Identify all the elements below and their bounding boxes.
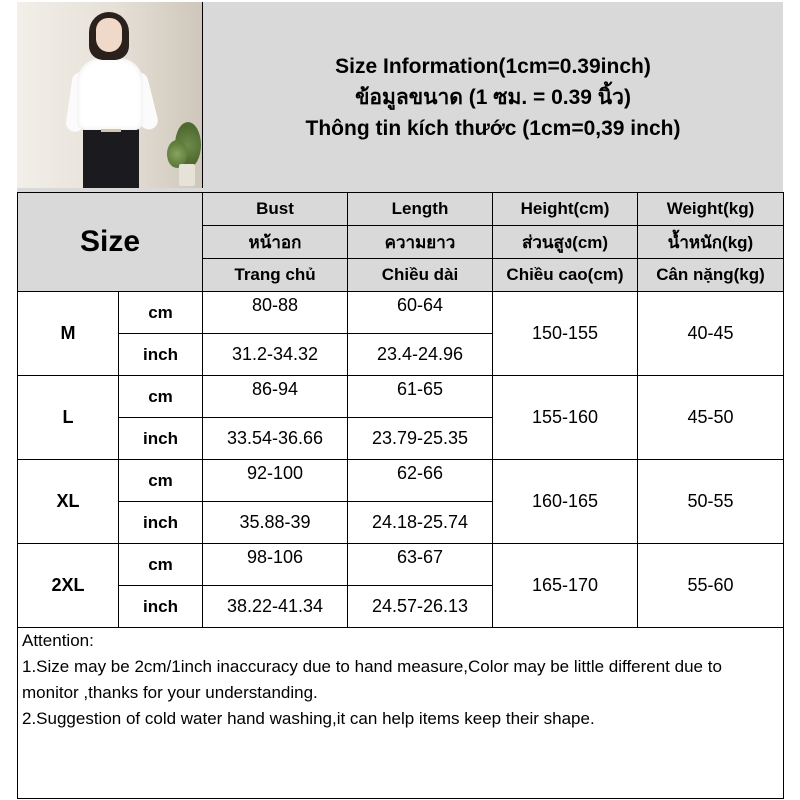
size-cell: 2XL xyxy=(18,544,119,628)
unit-inch-cell: inch xyxy=(119,502,203,544)
header-bust-vi: Trang chủ xyxy=(203,259,348,292)
table-row xyxy=(18,460,784,502)
length-inch-cell: 24.18-25.74 xyxy=(348,502,493,544)
bust-cm-cell: 98-106 xyxy=(203,544,348,586)
header-length-th: ความยาว xyxy=(348,226,493,259)
unit-cm-cell: cm xyxy=(119,376,203,418)
table-row xyxy=(18,292,784,334)
photo-model-belt xyxy=(101,129,121,132)
unit-cm-cell: cm xyxy=(119,544,203,586)
size-info-header xyxy=(203,2,783,192)
bust-cm-cell: 86-94 xyxy=(203,376,348,418)
table-row xyxy=(18,376,784,418)
unit-inch-cell: inch xyxy=(119,418,203,460)
header-weight-th: น้ำหนัก(kg) xyxy=(638,226,784,259)
bust-inch-cell: 38.22-41.34 xyxy=(203,586,348,628)
header-height-vi: Chiều cao(cm) xyxy=(493,259,638,292)
length-cm-cell: 61-65 xyxy=(348,376,493,418)
attention-notes xyxy=(18,628,784,799)
height-cell: 165-170 xyxy=(493,544,638,628)
unit-cm-cell: cm xyxy=(119,460,203,502)
length-cm-cell: 62-66 xyxy=(348,460,493,502)
size-info-english: Size Information(1cm=0.39inch) xyxy=(335,54,651,78)
unit-inch-cell: inch xyxy=(119,334,203,376)
height-cell: 150-155 xyxy=(493,292,638,376)
product-photo xyxy=(17,2,203,188)
size-column-header: Size xyxy=(18,193,203,292)
length-inch-cell: 23.79-25.35 xyxy=(348,418,493,460)
header-length-en: Length xyxy=(348,193,493,226)
height-cell: 155-160 xyxy=(493,376,638,460)
height-cell: 160-165 xyxy=(493,460,638,544)
photo-model-pants xyxy=(83,126,139,188)
header-weight-vi: Cân nặng(kg) xyxy=(638,259,784,292)
header-height-en: Height(cm) xyxy=(493,193,638,226)
table-row xyxy=(18,544,784,586)
attention-note-2: 2.Suggestion of cold water hand washing,it can help items keep their shape. xyxy=(22,709,595,728)
weight-cell: 55-60 xyxy=(638,544,784,628)
bust-inch-cell: 31.2-34.32 xyxy=(203,334,348,376)
unit-inch-cell: inch xyxy=(119,586,203,628)
header-weight-en: Weight(kg) xyxy=(638,193,784,226)
attention-note-1: 1.Size may be 2cm/1inch inaccuracy due to hand measure,Color may be little different due to monitor ,thanks for your understanding. xyxy=(22,657,722,702)
size-info-vietnamese: Thông tin kích thước (1cm=0,39 inch) xyxy=(305,116,681,140)
photo-model-face xyxy=(96,18,122,52)
header-bust-th: หน้าอก xyxy=(203,226,348,259)
unit-cm-cell: cm xyxy=(119,292,203,334)
attention-title: Attention: xyxy=(22,631,94,650)
weight-cell: 40-45 xyxy=(638,292,784,376)
bust-inch-cell: 33.54-36.66 xyxy=(203,418,348,460)
size-cell: L xyxy=(18,376,119,460)
weight-cell: 50-55 xyxy=(638,460,784,544)
length-inch-cell: 24.57-26.13 xyxy=(348,586,493,628)
length-cm-cell: 63-67 xyxy=(348,544,493,586)
length-cm-cell: 60-64 xyxy=(348,292,493,334)
bust-inch-cell: 35.88-39 xyxy=(203,502,348,544)
photo-plant-pot xyxy=(179,164,195,186)
weight-cell: 45-50 xyxy=(638,376,784,460)
length-inch-cell: 23.4-24.96 xyxy=(348,334,493,376)
size-cell: M xyxy=(18,292,119,376)
header-height-th: ส่วนสูง(cm) xyxy=(493,226,638,259)
size-cell: XL xyxy=(18,460,119,544)
header-length-vi: Chiều dài xyxy=(348,259,493,292)
bust-cm-cell: 80-88 xyxy=(203,292,348,334)
header-bust-en: Bust xyxy=(203,193,348,226)
bust-cm-cell: 92-100 xyxy=(203,460,348,502)
size-info-thai: ข้อมูลขนาด (1 ซม. = 0.39 นิ้ว) xyxy=(355,85,631,109)
size-table xyxy=(17,192,784,799)
photo-model-shirt xyxy=(77,58,143,130)
